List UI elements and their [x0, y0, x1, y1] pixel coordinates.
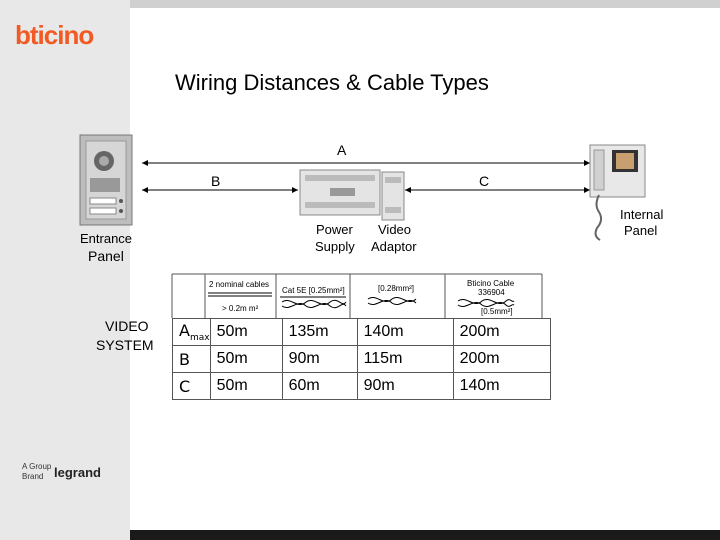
power-supply-label-1: Power [316, 222, 353, 237]
table-cell: 140m [357, 319, 453, 346]
cable-bticino-size: [0.5mm²] [481, 307, 513, 316]
table-cell: 200m [453, 319, 550, 346]
slide-title: Wiring Distances & Cable Types [175, 70, 489, 95]
entrance-panel-label-2: Panel [88, 248, 124, 264]
power-supply-label-2: Supply [315, 239, 355, 254]
table-cell: 60m [282, 373, 357, 400]
power-supply-device [300, 170, 380, 215]
internal-panel-label-1: Internal [620, 207, 664, 222]
table-cell: 50m [210, 319, 282, 346]
label-b: B [211, 173, 221, 189]
entrance-panel-label-1: Entrance [80, 231, 133, 246]
cable-nominal-size: > 0.2m m² [222, 304, 259, 313]
distance-table [172, 318, 551, 400]
table-cell: 90m [357, 373, 453, 400]
cable-bticino-label-2: 336904 [478, 288, 505, 297]
table-row [173, 373, 551, 400]
cable-bticino-label-1: Bticino Cable [467, 279, 515, 288]
label-a: A [337, 142, 347, 158]
cable-twisted-label: [0.28mm²] [378, 284, 415, 293]
row-label: C [173, 373, 211, 400]
row-label: $A_{max}$ [173, 319, 211, 346]
table-cell: 140m [453, 373, 550, 400]
internal-panel-label-2: Panel [624, 223, 658, 238]
table-cell: 50m [210, 373, 282, 400]
table-cell: 135m [282, 319, 357, 346]
video-adaptor-label-2: Adaptor [371, 239, 417, 254]
label-c: C [479, 173, 490, 189]
table-cell: 90m [282, 346, 357, 373]
table-row [173, 319, 551, 346]
table-row [173, 346, 551, 373]
twisted-pair-icon-cat5 [282, 300, 346, 304]
cable-cat5-label: Cat 5E [0.25mm²] [282, 286, 345, 295]
twisted-pair-icon-bticino [458, 299, 514, 303]
bticino-logo: bticino [15, 20, 94, 50]
video-system-label-1: VIDEO [105, 318, 149, 334]
row-label: B [173, 346, 211, 373]
group-brand-text: A Group Brand [22, 462, 52, 481]
entrance-panel-device [80, 135, 132, 225]
video-adaptor-label-1: Video [378, 222, 412, 237]
table-cell: 50m [210, 346, 282, 373]
cable-nominal-label: 2 nominal cables [209, 280, 270, 289]
video-adaptor-device [382, 172, 404, 220]
table-cell: 200m [453, 346, 550, 373]
video-system-label-2: SYSTEM [96, 337, 154, 353]
table-cell: 115m [357, 346, 453, 373]
legrand-logo: legrand [54, 465, 101, 480]
